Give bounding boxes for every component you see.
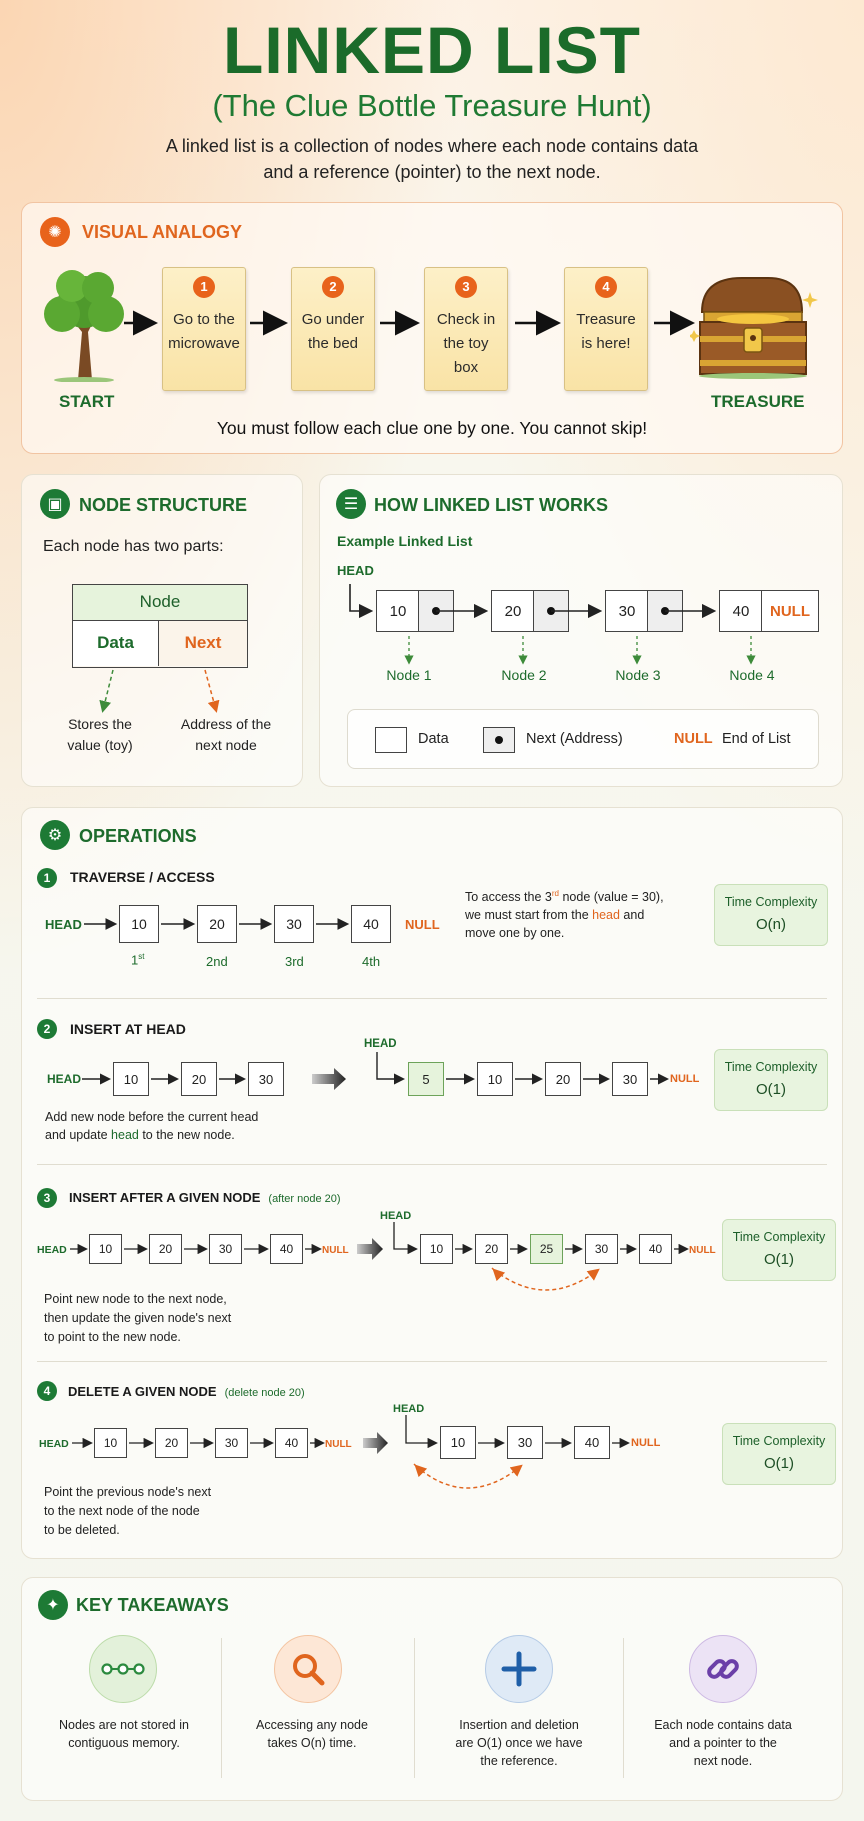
list-node: 20 bbox=[197, 905, 237, 943]
new-node: 25 bbox=[530, 1234, 563, 1264]
head-label: HEAD bbox=[45, 917, 82, 932]
op-title: DELETE A GIVEN NODE (delete node 20) bbox=[68, 1384, 305, 1399]
list-node: 10 bbox=[113, 1062, 149, 1096]
ordinal-label: 2nd bbox=[206, 954, 228, 969]
data-description: Stores the value (toy) bbox=[67, 716, 133, 753]
takeaway-text: Insertion and deletion are O(1) once we have the reference. bbox=[455, 1718, 583, 1768]
list-node: 40 bbox=[270, 1234, 303, 1264]
takeaway-item bbox=[89, 1635, 157, 1703]
head-label: HEAD bbox=[380, 1210, 412, 1222]
null-label: NULL bbox=[322, 1245, 349, 1256]
clue-number: 1 bbox=[193, 276, 215, 298]
time-complexity-box: Time Complexity O(1) bbox=[722, 1423, 836, 1485]
takeaway-item bbox=[485, 1635, 553, 1703]
operations-title: OPERATIONS bbox=[79, 826, 197, 846]
head-label: HEAD bbox=[364, 1038, 397, 1050]
analogy-caption: You must follow each clue one by one. You cannot skip! bbox=[216, 418, 648, 438]
head-label: HEAD bbox=[47, 1072, 82, 1086]
insert-after-description: Point new node to the next node, then update the given node's next to point to the new node. bbox=[44, 1292, 232, 1344]
clue-note: 2 Go under the bed bbox=[291, 267, 375, 391]
head-label: HEAD bbox=[393, 1403, 425, 1415]
takeaway-text: Nodes are not stored in contiguous memory. bbox=[59, 1718, 189, 1750]
legend-end-label: End of List bbox=[722, 731, 791, 747]
link-icon bbox=[703, 1649, 743, 1689]
list-node: 10 bbox=[440, 1426, 476, 1459]
node-structure-intro: Each node has two parts: bbox=[43, 538, 224, 555]
ordinal-label: 3rd bbox=[285, 954, 304, 969]
list-node: 30 bbox=[215, 1428, 248, 1458]
chain-nodes-icon bbox=[101, 1661, 145, 1677]
example-node-data: 20 bbox=[491, 590, 535, 632]
example-label: Example Linked List bbox=[337, 533, 473, 549]
plus-icon bbox=[501, 1651, 537, 1687]
start-label: START bbox=[59, 392, 115, 411]
clue-number: 2 bbox=[322, 276, 344, 298]
node-header: Node bbox=[73, 585, 247, 621]
takeaway-item bbox=[689, 1635, 757, 1703]
gear-icon: ⚙ bbox=[40, 820, 70, 850]
time-complexity-box: Time Complexity O(1) bbox=[722, 1219, 836, 1281]
page-subtitle: (The Clue Bottle Treasure Hunt) bbox=[212, 88, 652, 123]
list-node: 20 bbox=[149, 1234, 182, 1264]
clue-note: 3 Check in the toy box bbox=[424, 267, 508, 391]
op-title: INSERT AFTER A GIVEN NODE (after node 20) bbox=[69, 1190, 341, 1205]
node-structure-title: NODE STRUCTURE bbox=[79, 495, 248, 515]
list-node: 30 bbox=[507, 1426, 543, 1459]
intro-text: A linked list is a collection of nodes where each node contains data and a reference (pointer) to the next node. bbox=[165, 136, 699, 182]
divider bbox=[414, 1638, 415, 1778]
node-label: Node 1 bbox=[386, 667, 432, 683]
time-complexity-box: Time Complexity O(1) bbox=[714, 1049, 828, 1111]
example-node-data: 10 bbox=[376, 590, 420, 632]
null-cell: NULL bbox=[761, 590, 819, 632]
analogy-icon: ✺ bbox=[40, 217, 70, 247]
list-node: 40 bbox=[639, 1234, 672, 1264]
page-title: LINKED LIST bbox=[223, 13, 641, 87]
legend-null: NULL bbox=[674, 731, 713, 747]
op-title: INSERT AT HEAD bbox=[70, 1021, 186, 1037]
time-complexity-box: Time Complexity O(n) bbox=[714, 884, 828, 946]
list-node: 20 bbox=[545, 1062, 581, 1096]
op-title: TRAVERSE / ACCESS bbox=[70, 869, 215, 885]
list-node: 40 bbox=[351, 905, 391, 943]
data-cell: Data bbox=[73, 621, 159, 666]
ordinal-label: 1st bbox=[131, 952, 145, 968]
legend-next-label: Next (Address) bbox=[526, 731, 623, 747]
takeaway-text: Accessing any node takes O(n) time. bbox=[256, 1718, 368, 1750]
list-node: 30 bbox=[612, 1062, 648, 1096]
node-label: Node 2 bbox=[501, 667, 547, 683]
takeaway-item bbox=[274, 1635, 342, 1703]
list-node: 40 bbox=[574, 1426, 610, 1459]
legend-data-label: Data bbox=[418, 731, 449, 747]
list-node: 10 bbox=[94, 1428, 127, 1458]
op-number: 4 bbox=[37, 1381, 57, 1401]
list-node: 20 bbox=[475, 1234, 508, 1264]
example-node-data: 40 bbox=[719, 590, 763, 632]
next-cell: Next bbox=[159, 621, 247, 666]
list-node: 20 bbox=[181, 1062, 217, 1096]
list-node: 30 bbox=[585, 1234, 618, 1264]
node-label: Node 4 bbox=[729, 667, 775, 683]
head-label: HEAD bbox=[337, 563, 374, 578]
list-icon: ☰ bbox=[336, 489, 366, 519]
clue-note: 1 Go to the microwave bbox=[162, 267, 246, 391]
treasure-label: TREASURE bbox=[711, 392, 805, 411]
list-node: 30 bbox=[274, 905, 314, 943]
null-label: NULL bbox=[689, 1245, 716, 1256]
list-node: 10 bbox=[119, 905, 159, 943]
node-label: Node 3 bbox=[615, 667, 661, 683]
next-description: Address of the next node bbox=[180, 716, 272, 753]
takeaways-title: KEY TAKEAWAYS bbox=[76, 1595, 229, 1615]
example-node-data: 30 bbox=[605, 590, 649, 632]
op-number: 1 bbox=[37, 868, 57, 888]
lightbulb-icon: ✦ bbox=[38, 1590, 68, 1620]
op-number: 3 bbox=[37, 1188, 57, 1208]
clue-number: 3 bbox=[455, 276, 477, 298]
list-node: 10 bbox=[89, 1234, 122, 1264]
clue-note: 4 Treasure is here! bbox=[564, 267, 648, 391]
how-works-title: HOW LINKED LIST WORKS bbox=[374, 495, 608, 515]
list-node: 10 bbox=[420, 1234, 453, 1264]
list-node: 30 bbox=[209, 1234, 242, 1264]
insert-head-description: Add new node before the current head and update head to the new node. bbox=[45, 1110, 259, 1142]
analogy-title: VISUAL ANALOGY bbox=[82, 222, 243, 242]
clue-number: 4 bbox=[595, 276, 617, 298]
divider bbox=[623, 1638, 624, 1778]
head-label: HEAD bbox=[39, 1438, 69, 1450]
delete-description: Point the previous node's next to the next node of the node to be deleted. bbox=[44, 1485, 212, 1537]
list-node: 20 bbox=[155, 1428, 188, 1458]
list-node: 30 bbox=[248, 1062, 284, 1096]
null-label: NULL bbox=[405, 917, 440, 932]
search-icon bbox=[289, 1650, 327, 1688]
ordinal-label: 4th bbox=[362, 954, 381, 969]
head-label: HEAD bbox=[37, 1244, 67, 1256]
op-number: 2 bbox=[37, 1019, 57, 1039]
takeaway-text: Each node contains data and a pointer to the next node. bbox=[654, 1718, 792, 1768]
list-node: 10 bbox=[477, 1062, 513, 1096]
traverse-description: To access the 3rd node (value = 30), we must start from the head and move one by one. bbox=[465, 889, 664, 941]
null-label: NULL bbox=[325, 1439, 352, 1450]
null-label: NULL bbox=[670, 1073, 700, 1085]
divider bbox=[221, 1638, 222, 1778]
new-node: 5 bbox=[408, 1062, 444, 1096]
list-node: 40 bbox=[275, 1428, 308, 1458]
null-label: NULL bbox=[631, 1437, 661, 1449]
cube-icon: ▣ bbox=[40, 489, 70, 519]
